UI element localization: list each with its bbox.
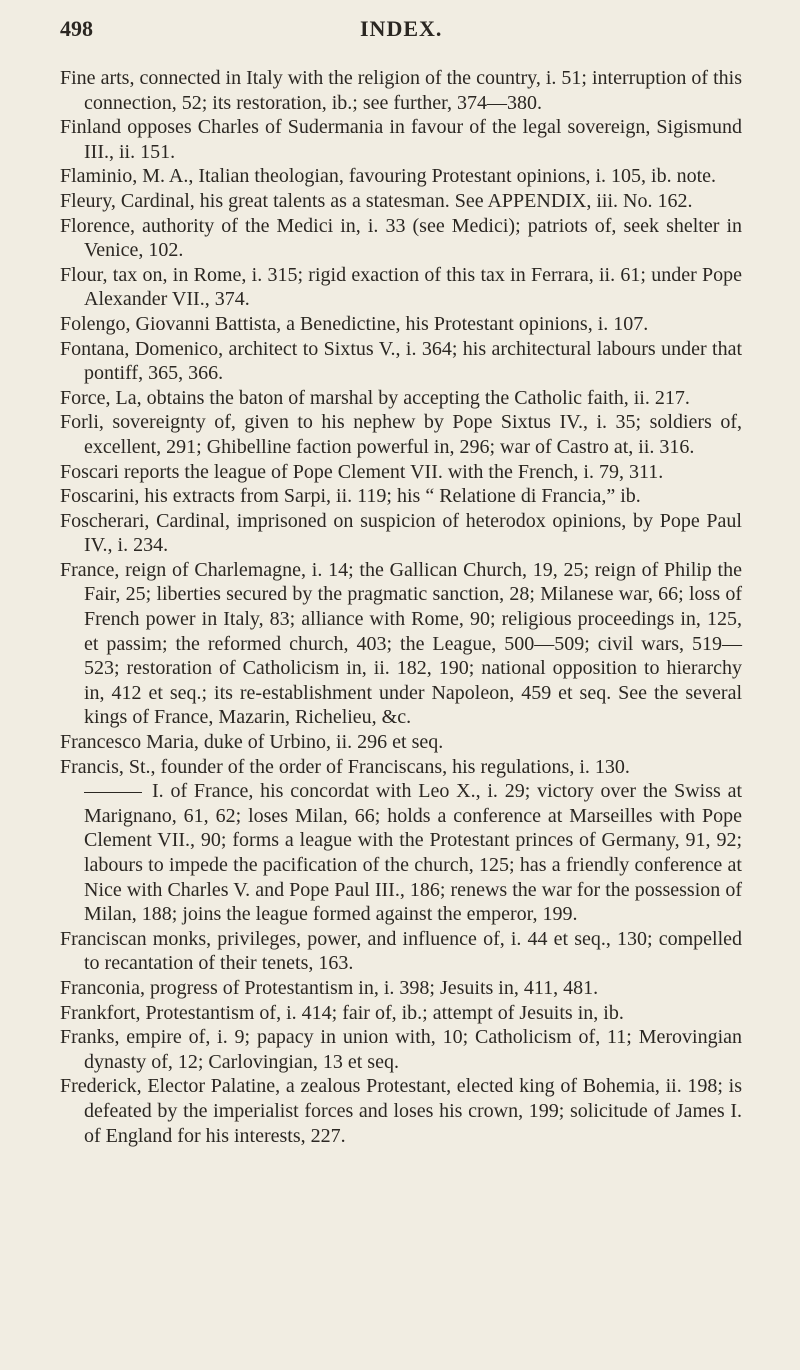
index-entry [60,115,742,164]
index-entry [60,189,742,214]
entry-text: Fine arts, connected in Italy with the religion of the country, i. 51; interruption of this connection, 52; its restoration, ib.; see further, 374—380. [60,67,742,114]
index-entry [60,337,742,386]
index-entry [60,1025,742,1074]
index-entry [60,214,742,263]
entry-text: Franconia, progress of Protestantism in, i. 398; Jesuits in, 411, 481. [60,976,599,999]
entry-text: Francis, St., founder of the order of Franciscans, his regulations, i. 130. [60,755,630,778]
index-entry [60,927,742,976]
entry-text: Flaminio, M. A., Italian theologian, favouring Protestant opinions, i. 105, ib. note. [60,165,717,188]
index-entry [60,976,742,1001]
index-entry [60,66,742,115]
index-entries [60,66,742,1148]
index-entry [60,730,742,755]
entry-text: Francesco Maria, duke of Urbino, ii. 296 et seq. [60,731,444,754]
entry-text: France, reign of Charlemagne, i. 14; the Gallican Church, 19, 25; reign of Philip the Fair, 25; liberties secured by the pragmatic sanction, 28; Milanese war, 66; loss of French power in Italy, 83; alliance with Rome, 90; religious proceedings in, 125, et passim; the reformed church, 403; the League, 500—509; civil wars, 519—523; restoration of Catholicism in, ii. 182, 190; national opposition to hierarchy in, 412 et seq.; its re-establishment under Napoleon, 459 et seq. See the several kings of France, Mazarin, Richelieu, &c. [60,558,742,729]
entry-text: Frederick, Elector Palatine, a zealous Protestant, elected king of Bohemia, ii. 198; is defeated by the imperialist forces and loses his crown, 199; solicitude of James I. of England for his interests, 227. [60,1075,742,1147]
entry-text: Foscherari, Cardinal, imprisoned on suspicion of heterodox opinions, by Pope Paul IV., i. 234. [60,509,742,557]
index-entry [60,1074,742,1148]
entry-text: Flour, tax on, in Rome, i. 315; rigid exaction of this tax in Ferrara, ii. 61; under Pope Alexander VII., 374. [60,263,742,311]
entry-text: Fontana, Domenico, architect to Sixtus V., i. 364; his architectural labours under that pontiff, 365, 366. [60,337,742,385]
entry-text: Foscarini, his extracts from Sarpi, ii. 119; his “ Relatione di Francia,” ib. [60,485,641,508]
index-entry [60,164,742,189]
index-entry [60,558,742,730]
index-entry [60,779,742,927]
entry-text: Frankfort, Protestantism of, i. 414; fair of, ib.; attempt of Jesuits in, ib. [60,1001,624,1024]
entry-text: Fleury, Cardinal, his great talents as a statesman. See APPENDIX, iii. No. 162. [60,189,693,212]
entry-text: I. of France, his concordat with Leo X., i. 29; victory over the Swiss at Marignano, 61, 62; loses Milan, 66; holds a conference at Marseilles with Pope Clement VII., 90; forms a league with the Protestant princes of Germany, 91, 92; labours to impede the pacification of the church, 125; has a friendly conference at Nice with Charles V. and Pope Paul III., 186; renews the war for the possession of Milan, 188; joins the league formed against the emperor, 199. [84,780,742,926]
entry-text: Folengo, Giovanni Battista, a Benedictine, his Protestant opinions, i. 107. [60,312,649,335]
ditto-rule [84,792,142,793]
entry-text: Florence, authority of the Medici in, i. 33 (see Medici); patriots of, seek shelter in Venice, 102. [60,214,742,262]
index-entry [60,386,742,411]
index-entry [60,410,742,459]
index-entry [60,509,742,558]
index-entry [60,484,742,509]
entry-text: Franks, empire of, i. 9; papacy in union with, 10; Catholicism of, 11; Merovingian dynasty of, 12; Carlovingian, 13 et seq. [60,1026,742,1073]
entry-text: Forli, sovereignty of, given to his nephew by Pope Sixtus IV., i. 35; soldiers of, excellent, 291; Ghibelline faction powerful in, 296; war of Castro at, ii. 316. [60,411,742,458]
page-header [60,16,742,60]
page-title: INDEX. [360,16,443,41]
index-entry [60,312,742,337]
index-entry [60,460,742,485]
index-entry [60,1001,742,1026]
index-entry [60,755,742,780]
entry-text: Franciscan monks, privileges, power, and influence of, i. 44 et seq., 130; compelled to recantation of their tenets, 163. [60,927,742,975]
page-number: 498 [60,16,93,41]
entry-text: Finland opposes Charles of Sudermania in favour of the legal sovereign, Sigismund III., ii. 151. [60,116,742,163]
entry-text: Force, La, obtains the baton of marshal by accepting the Catholic faith, ii. 217. [60,386,690,409]
index-entry [60,263,742,312]
entry-text: Foscari reports the league of Pope Clement VII. with the French, i. 79, 311. [60,460,664,483]
